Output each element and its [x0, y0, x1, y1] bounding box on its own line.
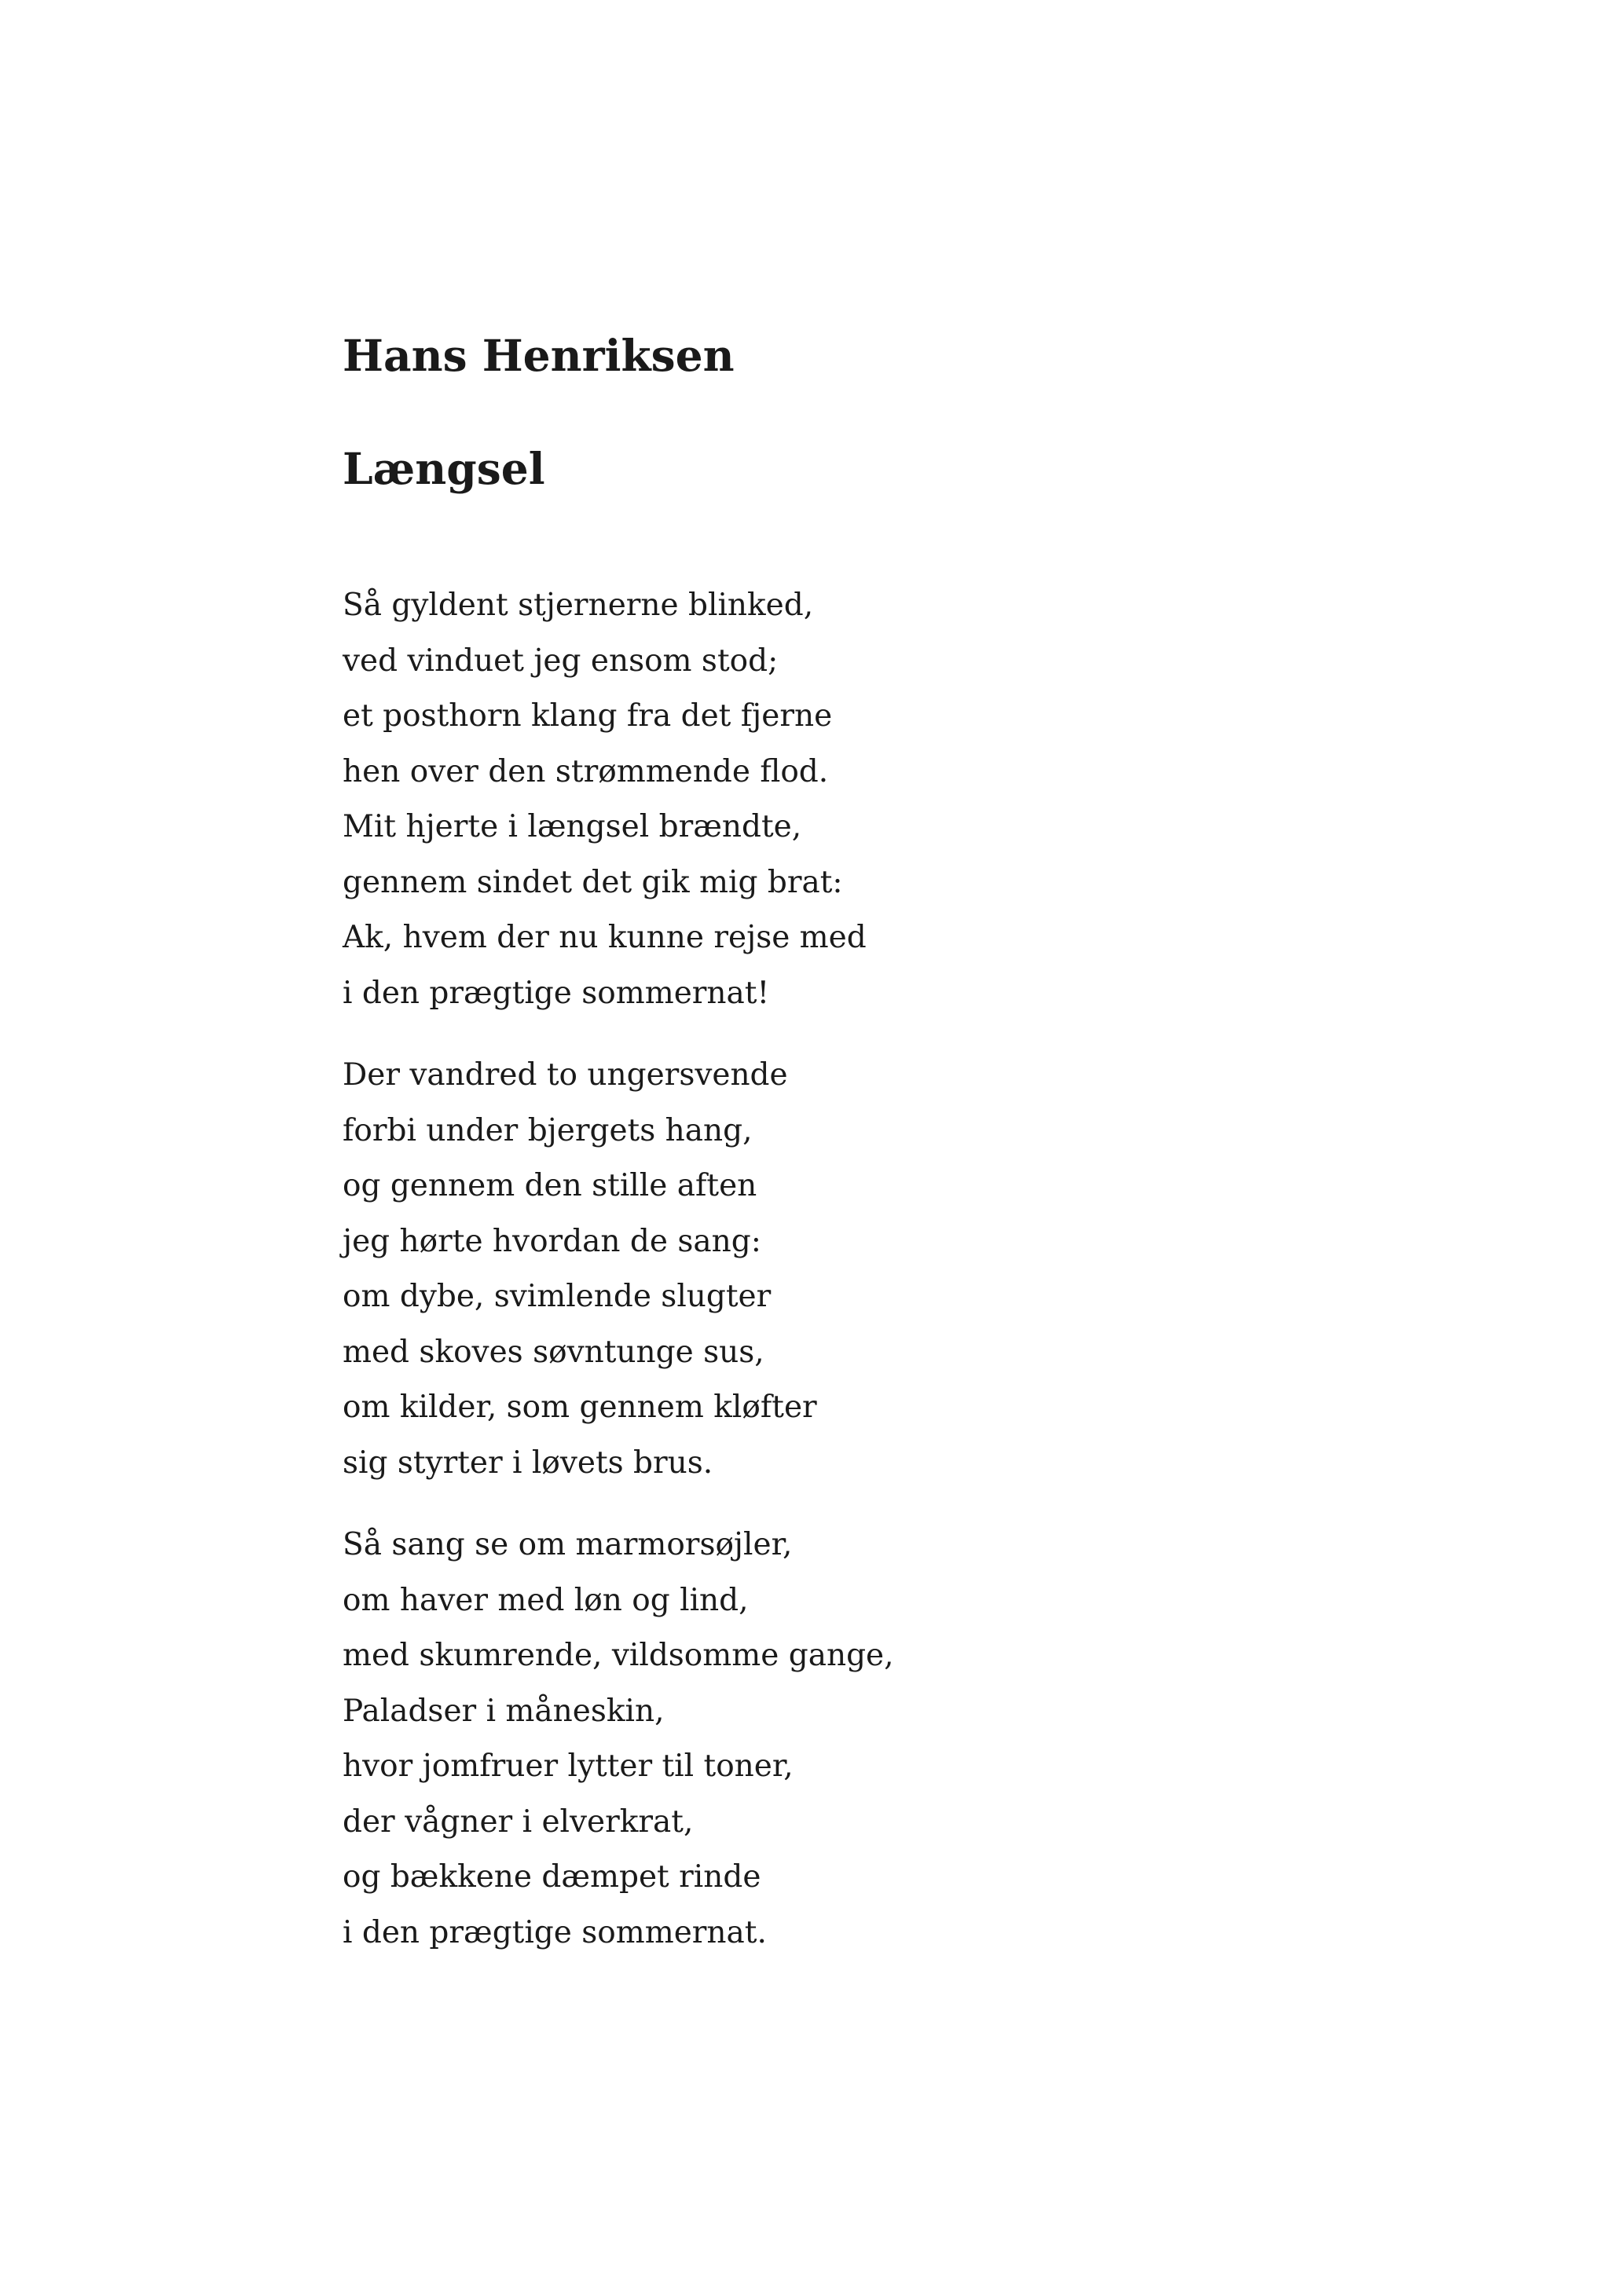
poem-line: Der vandred to ungersvende [343, 1057, 788, 1093]
poem-line: om dybe, svimlende slugter [343, 1279, 772, 1314]
poem-line: om haver med løn og lind, [343, 1582, 749, 1618]
poem-line: Så gyldent stjernerne blinked, [343, 588, 814, 623]
poem-line: med skoves søvntunge sus, [343, 1334, 764, 1370]
poem-line: Paladser i måneskin, [343, 1693, 665, 1729]
poem-line: i den prægtige sommernat! [343, 975, 770, 1011]
poem-line: Ak, hvem der nu kunne rejse med [343, 920, 867, 955]
poem-line: jeg hørte hvordan de sang: [343, 1223, 761, 1259]
poem-line: og gennem den stille aften [343, 1168, 757, 1203]
poem-line: sig styrter i løvets brus. [343, 1445, 713, 1481]
poem-line: Så sang se om marmorsøjler, [343, 1527, 793, 1562]
poem-line: hvor jomfruer lytter til toner, [343, 1749, 794, 1784]
poem-line: et posthorn klang fra det fjerne [343, 698, 833, 734]
poem-line: der vågner i elverkrat, [343, 1803, 694, 1840]
poem-title: Længsel [343, 443, 545, 494]
poem-line: i den prægtige sommernat. [343, 1914, 767, 1950]
poem-line: med skumrende, vildsomme gange, [343, 1638, 894, 1673]
poem-line: forbi under bjergets hang, [343, 1112, 753, 1148]
author-heading: Hans Henriksen [343, 330, 735, 381]
poem-line: ved vinduet jeg ensom stod; [343, 643, 779, 679]
stanza-1 [343, 578, 1285, 1021]
poem-line: og bækkene dæmpet rinde [343, 1859, 761, 1895]
poem-line: om kilder, som gennem kløfter [343, 1390, 817, 1425]
poem-line: hen over den strømmende flod. [343, 753, 829, 789]
poem-body [343, 578, 1285, 1987]
poem-line: Mit hjerte i længsel brændte, [343, 809, 802, 844]
stanza-3 [343, 1518, 1285, 1961]
stanza-2 [343, 1048, 1285, 1491]
poem-line: gennem sindet det gik mig brat: [343, 864, 843, 900]
